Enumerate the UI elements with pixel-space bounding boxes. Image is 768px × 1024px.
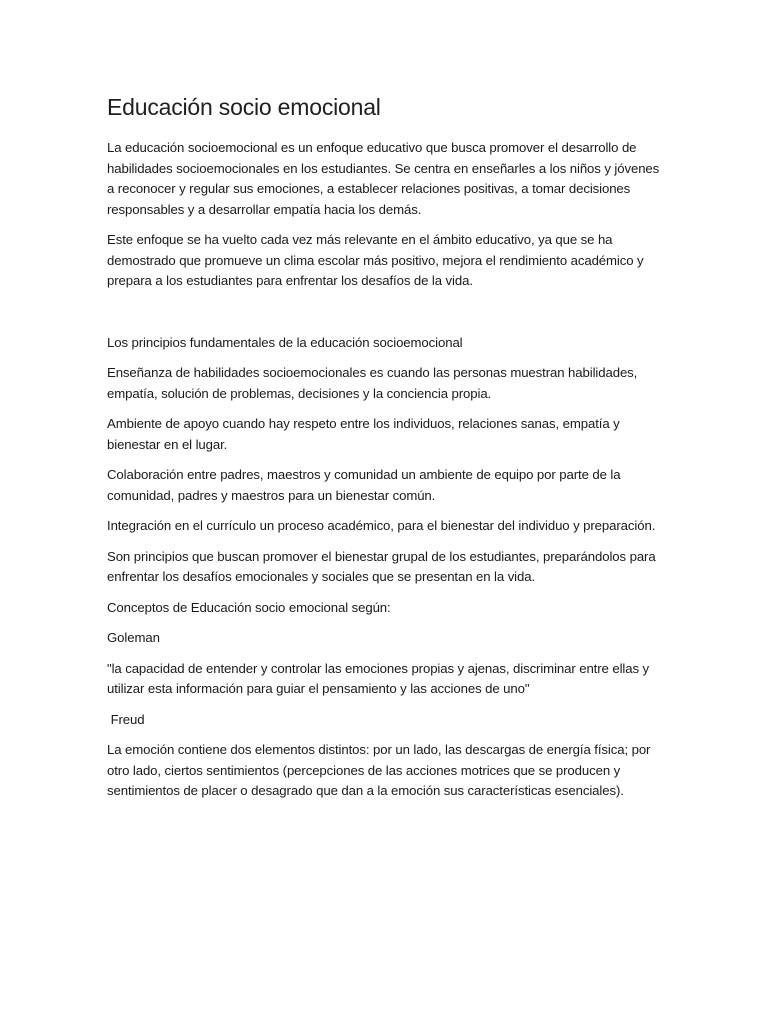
principle-item-3: Colaboración entre padres, maestros y comunidad un ambiente de equipo por parte de la comunidad, padres y maestros para un bienestar común.: [107, 467, 621, 503]
intro-paragraph-1: La educación socioemocional es un enfoque educativo que busca promover el desarrollo de habilidades socioemocionales en los estudiantes. Se centra en enseñarles a los niños y jóvenes a reconocer y regular sus emociones, a establecer relaciones positivas, a tomar decisiones responsables y a desarrollar empatía hacia los demás.: [107, 140, 660, 217]
concepts-heading: Conceptos de Educación socio emocional según:: [107, 599, 391, 615]
principles-heading: Los principios fundamentales de la educación socioemocional: [107, 334, 463, 350]
principle-item-2: Ambiente de apoyo cuando hay respeto entre los individuos, relaciones sanas, empatía y bienestar en el lugar.: [107, 416, 620, 452]
freud-text: La emoción contiene dos elementos distintos: por un lado, las descargas de energía física; por otro lado, ciertos sentimientos (percepciones de las acciones motrices que se producen y sentimientos de placer o desagrado que dan a la emoción sus características esenciales).: [107, 742, 651, 798]
freud-name: Freud: [107, 711, 145, 727]
goleman-quote: "la capacidad de entender y controlar las emociones propias y ajenas, discriminar entre ellas y utilizar esta información para guiar el pensamiento y las acciones de uno": [107, 660, 650, 696]
document-title: Educación socio emocional: [107, 94, 381, 120]
principle-item-5: Son principios que buscan promover el bienestar grupal de los estudiantes, preparándolos para enfrentar los desafíos emocionales y sociales que se presentan en la vida.: [107, 548, 656, 584]
principle-item-1: Enseñanza de habilidades socioemocionales es cuando las personas muestran habilidades, empatía, solución de problemas, decisiones y la conciencia propia.: [107, 365, 638, 401]
principle-item-4: Integración en el currículo un proceso académico, para el bienestar del individuo y preparación.: [107, 518, 656, 533]
document-page: [107, 92, 667, 812]
intro-paragraph-2: Este enfoque se ha vuelto cada vez más relevante en el ámbito educativo, ya que se ha demostrado que promueve un clima escolar más positivo, mejora el rendimiento académico y prepara a los estudiantes para enfrentar los desafíos de la vida.: [107, 232, 644, 288]
goleman-name: Goleman: [107, 630, 160, 645]
section-spacer: [107, 302, 667, 333]
